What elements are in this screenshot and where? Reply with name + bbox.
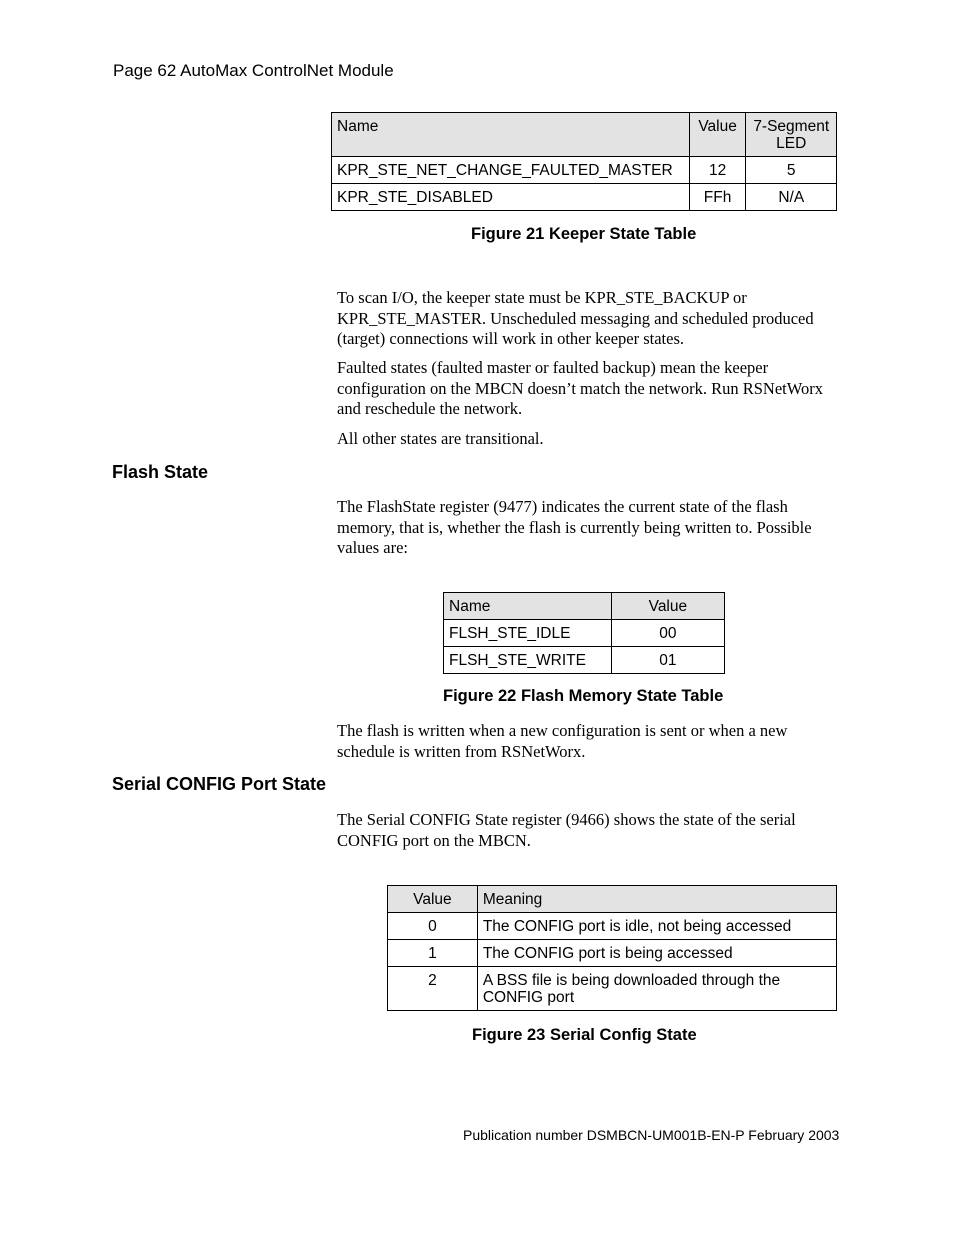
paragraph: To scan I/O, the keeper state must be KPR_STE_BACKUP or KPR_STE_MASTER. Unscheduled messaging and scheduled produced (target) connections will work in other keeper states. <box>337 288 814 348</box>
table-cell: KPR_STE_NET_CHANGE_FAULTED_MASTER <box>332 157 690 184</box>
table-row <box>388 940 837 967</box>
table-cell: 5 <box>746 157 837 184</box>
table-cell: KPR_STE_DISABLED <box>332 184 690 211</box>
table-header-row <box>444 593 725 620</box>
table-cell: FLSH_STE_WRITE <box>444 647 612 674</box>
section-heading-flash-state: Flash State <box>112 462 209 482</box>
keeper-state-table <box>331 112 837 211</box>
table-header-row <box>332 113 837 157</box>
table-cell: 00 <box>611 620 724 647</box>
table-cell: 1 <box>388 940 478 967</box>
figure-caption: Figure 23 Serial Config State <box>472 1026 697 1044</box>
table-cell: 12 <box>689 157 746 184</box>
paragraph: The Serial CONFIG State register (9466) shows the state of the serial CONFIG port on the MBCN. <box>337 810 796 850</box>
table-cell: A BSS file is being downloaded through the CONFIG port <box>477 967 836 1011</box>
table-cell: 2 <box>388 967 478 1011</box>
serial-config-state-table <box>387 885 837 1011</box>
table-row <box>444 620 725 647</box>
column-header-meaning: Meaning <box>477 886 836 913</box>
column-header-value: Value <box>388 886 478 913</box>
table-row <box>332 184 837 211</box>
column-header-value: Value <box>611 593 724 620</box>
column-header-value: Value <box>689 113 746 157</box>
table-row <box>332 157 837 184</box>
figure-caption: Figure 22 Flash Memory State Table <box>443 687 724 705</box>
paragraph: The flash is written when a new configuration is sent or when a new schedule is written from RSNetWorx. <box>337 721 788 761</box>
table-row <box>388 913 837 940</box>
column-header-name: Name <box>444 593 612 620</box>
table-row <box>388 967 837 1011</box>
table-cell: FLSH_STE_IDLE <box>444 620 612 647</box>
table-cell: N/A <box>746 184 837 211</box>
paragraph: Faulted states (faulted master or faulted backup) mean the keeper configuration on the MBCN doesn’t match the network. Run RSNetWorx and reschedule the network. <box>337 358 823 418</box>
table-cell: The CONFIG port is idle, not being accessed <box>477 913 836 940</box>
flash-memory-state-table <box>443 592 725 674</box>
table-cell: 01 <box>611 647 724 674</box>
table-header-row <box>388 886 837 913</box>
column-header-name: Name <box>332 113 690 157</box>
table-cell: 0 <box>388 913 478 940</box>
page-header: Page 62 AutoMax ControlNet Module <box>113 61 394 80</box>
paragraph: All other states are transitional. <box>337 429 544 448</box>
page-footer: Publication number DSMBCN-UM001B-EN-P February 2003 <box>463 1127 840 1143</box>
column-header-led: 7-Segment LED <box>746 113 837 157</box>
figure-caption: Figure 21 Keeper State Table <box>471 225 697 243</box>
section-heading-serial-config: Serial CONFIG Port State <box>112 774 327 794</box>
table-cell: The CONFIG port is being accessed <box>477 940 836 967</box>
table-row <box>444 647 725 674</box>
paragraph: The FlashState register (9477) indicates the current state of the flash memory, that is, whether the flash is currently being written to. Possible values are: <box>337 497 812 557</box>
table-cell: FFh <box>689 184 746 211</box>
